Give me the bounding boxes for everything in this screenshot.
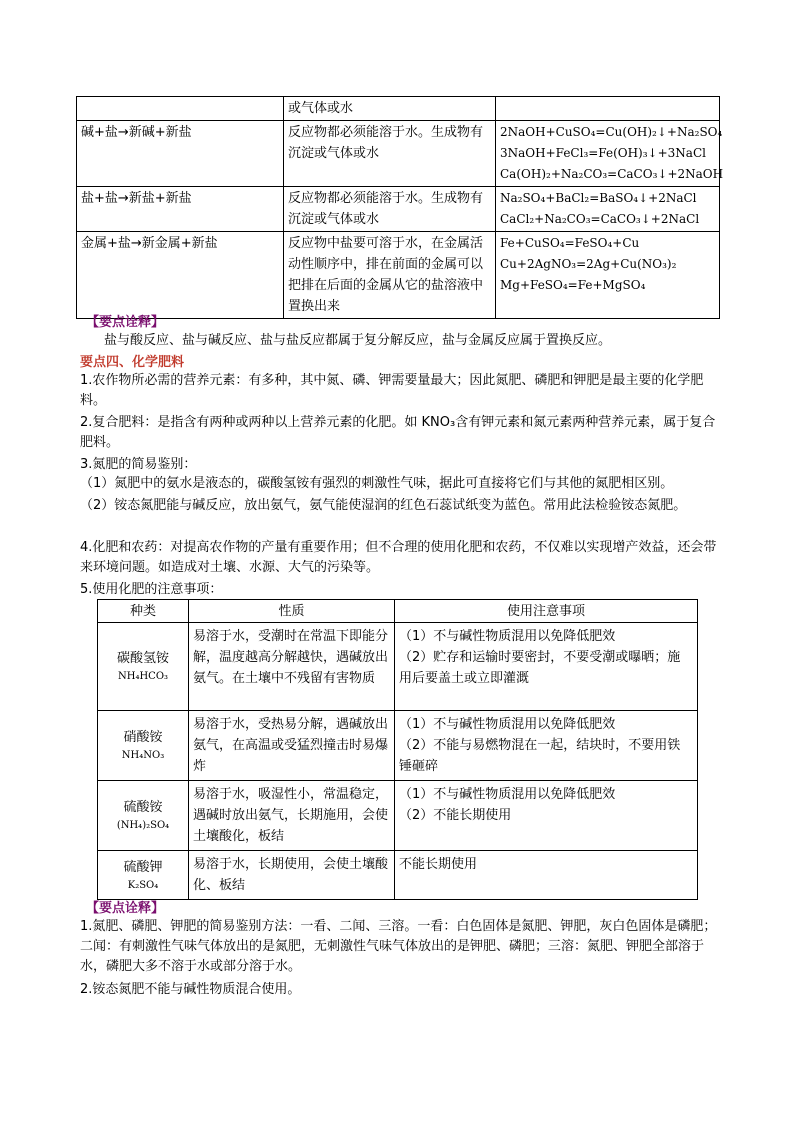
fertilizer-formula: K₂SO₄	[127, 879, 159, 891]
table-row	[98, 781, 698, 851]
equation: Cu+2AgNO₃=2Ag+Cu(NO₃)₂	[500, 257, 677, 271]
usage-note: （1）不与碱性物质混用以免降低肥效	[399, 717, 616, 732]
usage-note: （1）不与碱性物质混用以免降低肥效	[399, 629, 616, 644]
example-cell	[496, 121, 724, 187]
property-cell: 易溶于水，吸湿性小，常温稳定，遇碱时放出氨气，长期施用，会使土壤酸化，板结	[189, 781, 395, 851]
table-row	[77, 121, 720, 187]
column-header: 性质	[189, 600, 395, 623]
note-paragraph: 盐与酸反应、盐与碱反应、盐与盐反应都属于复分解反应，盐与金属反应属于置换反应。	[104, 333, 612, 348]
table-header-row	[98, 600, 698, 623]
column-header: 种类	[98, 600, 189, 623]
usage-note: （1）不与碱性物质混用以免降低肥效	[399, 787, 616, 802]
paragraph: 5.使用化肥的注意事项：	[80, 582, 223, 597]
property-cell: 易溶于水，长期使用，会使土壤酸化、板结	[189, 851, 395, 900]
table-row	[98, 851, 698, 900]
column-header: 使用注意事项	[395, 600, 698, 623]
usage-cell	[395, 623, 698, 711]
condition-cell: 反应物都必须能溶于水。生成物有沉淀或气体或水	[284, 187, 496, 232]
equation: CaCl₂+Na₂CO₃=CaCO₃↓+2NaCl	[500, 212, 700, 226]
reaction-cell: 碱+盐→新碱+新盐	[77, 121, 284, 187]
example-cell	[496, 232, 720, 319]
property-cell: 易溶于水，受热易分解，遇碱放出氨气，在高温或受猛烈撞击时易爆炸	[189, 711, 395, 781]
condition-cell: 反应物中盐要可溶于水，在金属活动性顺序中，排在前面的金属可以把排在后面的金属从它的盐溶液中置换出来	[284, 232, 496, 319]
usage-cell	[395, 781, 698, 851]
equation: 3NaOH+FeCl₃=Fe(OH)₃↓+3NaCl	[500, 146, 706, 160]
equation: Fe+CuSO₄=FeSO₄+Cu	[500, 236, 640, 250]
reaction-cell: 盐+盐→新盐+新盐	[77, 187, 284, 232]
condition-cell: 或气体或水	[284, 97, 496, 121]
usage-note: （2）不能长期使用	[399, 808, 512, 823]
usage-cell	[395, 711, 698, 781]
equation: Mg+FeSO₄=Fe+MgSO₄	[500, 278, 646, 292]
fertilizer-name: 硝酸铵	[123, 730, 163, 745]
section-heading: 要点四、化学肥料	[80, 355, 185, 370]
example-cell	[496, 97, 720, 121]
fertilizer-name: 硫酸铵	[123, 800, 163, 815]
usage-note: （2）不能与易燃物混在一起，结块时，不要用铁锤砸碎	[399, 738, 681, 774]
example-cell	[496, 187, 720, 232]
kind-cell	[98, 781, 189, 851]
usage-note: 不能长期使用	[399, 857, 478, 872]
equation: Na₂SO₄+BaCl₂=BaSO₄↓+2NaCl	[500, 191, 697, 205]
paragraph: 4.化肥和农药：对提高农作物的产量有重要作用；但不合理的使用化肥和农药，不仅难以实现增产效益，还会带来环境问题。如造成对土壤、水源、大气的污染等。	[80, 540, 717, 575]
salt-reaction-table	[76, 96, 724, 319]
property-cell: 易溶于水，受潮时在常温下即能分解，温度越高分解越快，遇碱放出氨气。在土壤中不残留有害物质	[189, 623, 395, 711]
reaction-cell	[77, 97, 284, 121]
kind-cell	[98, 851, 189, 900]
paragraph: 2.复合肥料：是指含有两种或两种以上营养元素的化肥。如 KNO₃含有钾元素和氮元素两种营养元素，属于复合肥料。	[80, 415, 716, 450]
note-paragraph: 1.氮肥、磷肥、钾肥的简易鉴别方法：一看、二闻、三溶。一看：白色固体是氮肥、钾肥，灰白色固体是磷肥；二闻：有刺激性气味气体放出的是氮肥，无刺激性气味气体放出的是钾肥、磷肥；三溶：氮肥、钾肥全部溶于水，磷肥大多不溶于水或部分溶于水。	[80, 919, 717, 974]
fertilizer-formula: NH₄NO₃	[121, 750, 165, 761]
usage-cell	[395, 851, 698, 900]
paragraph: （1）氮肥中的氨水是液态的，碳酸氢铵有强烈的刺激性气味，据此可直接将它们与其他的氮肥相区别。	[80, 476, 674, 491]
reaction-cell: 金属+盐→新金属+新盐	[77, 232, 284, 319]
kind-cell	[98, 711, 189, 781]
equation: 2NaOH+CuSO₄=Cu(OH)₂↓+Na₂SO₄	[500, 125, 723, 139]
fertilizer-formula: NH₄HCO₃	[117, 671, 169, 682]
kind-cell	[98, 623, 189, 711]
paragraph: 1.农作物所必需的营养元素：有多种，其中氮、磷、钾需要量最大；因此氮肥、磷肥和钾肥是最主要的化学肥料。	[80, 373, 704, 408]
paragraph: （2）铵态氮肥能与碱反应，放出氨气，氨气能使湿润的红色石蕊试纸变为蓝色。常用此法检验铵态氮肥。	[80, 498, 687, 513]
usage-note: （2）贮存和运输时要密封，不要受潮或曝晒；施用后要盖土或立即灌溉	[399, 650, 681, 686]
table-row	[77, 187, 720, 232]
paragraph: 3.氮肥的简易鉴别：	[80, 457, 197, 472]
equation: Ca(OH)₂+Na₂CO₃=CaCO₃↓+2NaOH	[500, 167, 724, 181]
fertilizer-table	[97, 599, 698, 900]
key-point-tag: 【要点诠释】	[86, 901, 165, 916]
table-row	[77, 232, 720, 319]
table-row	[77, 97, 720, 121]
note-paragraph: 2.铵态氮肥不能与碱性物质混合使用。	[80, 982, 301, 997]
key-point-tag: 【要点诠释】	[86, 315, 165, 330]
fertilizer-name: 碳酸氢铵	[116, 651, 169, 666]
fertilizer-name: 硫酸钾	[123, 859, 163, 875]
condition-cell: 反应物都必须能溶于水。生成物有沉淀或气体或水	[284, 121, 496, 187]
fertilizer-formula: (NH₄)₂SO₄	[116, 820, 170, 831]
table-row	[98, 711, 698, 781]
table-row	[98, 623, 698, 711]
